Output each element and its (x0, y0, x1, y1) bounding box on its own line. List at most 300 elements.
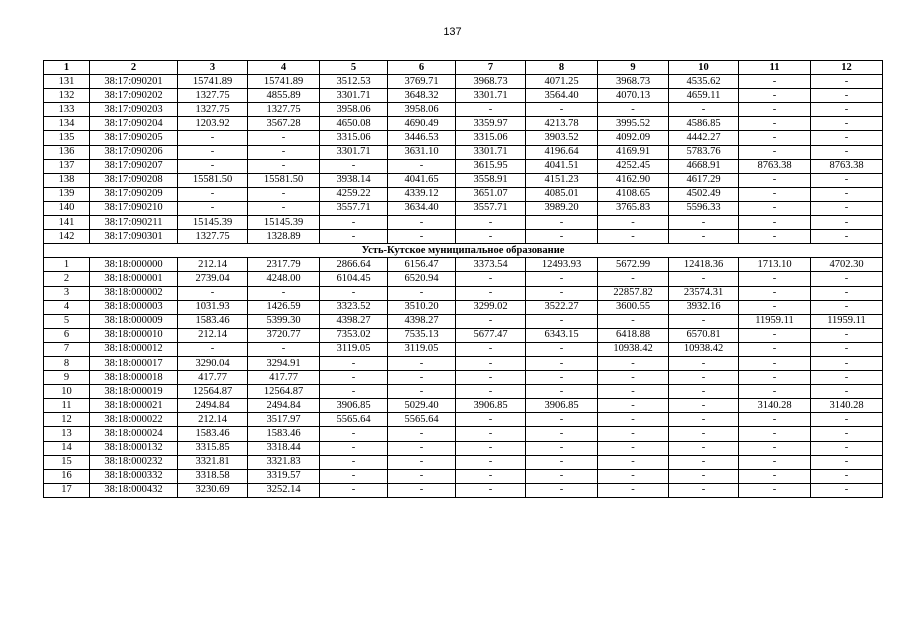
table-cell: - (320, 159, 388, 173)
table-cell: 3359.97 (456, 117, 526, 131)
table-cell: 38:17:090209 (90, 187, 178, 201)
table-cell: 4092.09 (598, 131, 669, 145)
table-cell: - (811, 145, 883, 159)
table-cell: 3140.28 (811, 399, 883, 413)
table-row (44, 427, 883, 441)
table-cell: 134 (44, 117, 90, 131)
table-cell: 4617.29 (669, 173, 739, 187)
table-cell: - (526, 314, 598, 328)
table-cell: 38:18:000017 (90, 356, 178, 370)
table-cell: - (456, 455, 526, 469)
table-cell: 3 (44, 286, 90, 300)
table-cell: 13 (44, 427, 90, 441)
table-row (44, 328, 883, 342)
table-cell: 3567.28 (248, 117, 320, 131)
table-cell: 3321.83 (248, 455, 320, 469)
table-cell: - (669, 216, 739, 230)
table-cell: - (526, 103, 598, 117)
table-cell: - (811, 89, 883, 103)
table-cell: 3140.28 (739, 399, 811, 413)
table-cell: 38:18:000024 (90, 427, 178, 441)
table-cell: 3510.20 (388, 300, 456, 314)
table-cell: 38:18:000003 (90, 300, 178, 314)
table-cell: 38:18:000010 (90, 328, 178, 342)
section-row (44, 244, 883, 258)
table-cell: 8 (44, 356, 90, 370)
table-row (44, 131, 883, 145)
table-cell: 3512.53 (320, 75, 388, 89)
table-cell: 11959.11 (739, 314, 811, 328)
table-cell: 3321.81 (178, 455, 248, 469)
table-cell: 3631.10 (388, 145, 456, 159)
table-cell: 3634.40 (388, 201, 456, 215)
table-cell: 15145.39 (248, 216, 320, 230)
table-cell: 38:18:000000 (90, 258, 178, 272)
table-cell: - (739, 187, 811, 201)
table-cell: 5783.76 (669, 145, 739, 159)
table-row (44, 103, 883, 117)
table-cell: - (739, 356, 811, 370)
table-cell: 1327.75 (178, 230, 248, 244)
table-cell: 1426.59 (248, 300, 320, 314)
table-cell: - (178, 286, 248, 300)
table-cell: - (320, 469, 388, 483)
table-cell: 3769.71 (388, 75, 456, 89)
table-cell: 3119.05 (320, 342, 388, 356)
table-cell: 14 (44, 441, 90, 455)
table-cell: - (320, 371, 388, 385)
table-cell: - (811, 117, 883, 131)
table-cell: 1203.92 (178, 117, 248, 131)
table-cell: - (811, 469, 883, 483)
table-cell: - (811, 131, 883, 145)
table-cell: 9 (44, 371, 90, 385)
table-cell: - (248, 201, 320, 215)
table-cell: - (739, 145, 811, 159)
table-cell: - (811, 201, 883, 215)
table-row (44, 356, 883, 370)
table-cell: 38:17:090208 (90, 173, 178, 187)
table-cell: - (526, 385, 598, 399)
section-header (44, 244, 883, 258)
table-row (44, 89, 883, 103)
table-cell: 3373.54 (456, 258, 526, 272)
table-cell: 4041.51 (526, 159, 598, 173)
table-row (44, 117, 883, 131)
table-cell: 4085.01 (526, 187, 598, 201)
table-cell: - (811, 328, 883, 342)
table-cell: - (526, 427, 598, 441)
table-cell: 137 (44, 159, 90, 173)
table-cell: - (811, 455, 883, 469)
table-cell: - (388, 483, 456, 497)
table-cell: - (456, 272, 526, 286)
table-cell: - (598, 483, 669, 497)
table-cell: 38:18:000018 (90, 371, 178, 385)
table-cell: 3319.57 (248, 469, 320, 483)
table-cell: - (811, 413, 883, 427)
table-cell: - (669, 427, 739, 441)
table-row (44, 441, 883, 455)
table-cell: 3318.44 (248, 441, 320, 455)
table-cell: 12564.87 (248, 385, 320, 399)
table-cell: - (598, 469, 669, 483)
table-cell: 3318.58 (178, 469, 248, 483)
table-cell: 4071.25 (526, 75, 598, 89)
table-cell: 38:18:000132 (90, 441, 178, 455)
table-cell: 5677.47 (456, 328, 526, 342)
table-row (44, 75, 883, 89)
table-cell: 3446.53 (388, 131, 456, 145)
table-cell: - (739, 342, 811, 356)
table-cell: 5 (44, 314, 90, 328)
table-cell: 2317.79 (248, 258, 320, 272)
table-cell: - (739, 75, 811, 89)
table-cell: 3968.73 (598, 75, 669, 89)
table-cell: - (178, 187, 248, 201)
table-cell: - (739, 300, 811, 314)
table-cell: 6343.15 (526, 328, 598, 342)
table-cell: 212.14 (178, 413, 248, 427)
table-cell: 5029.40 (388, 399, 456, 413)
column-header: 7 (456, 61, 526, 75)
table-cell: 140 (44, 201, 90, 215)
table-cell: - (388, 441, 456, 455)
table-cell: 3906.85 (526, 399, 598, 413)
table-cell: - (669, 483, 739, 497)
column-header: 12 (811, 61, 883, 75)
table-cell: 3989.20 (526, 201, 598, 215)
table-cell: 1327.75 (178, 89, 248, 103)
table-cell: - (739, 230, 811, 244)
table-cell: - (178, 201, 248, 215)
table-cell: 4586.85 (669, 117, 739, 131)
table-cell: - (739, 413, 811, 427)
table-cell: 16 (44, 469, 90, 483)
table-cell: - (811, 441, 883, 455)
table-cell: 3958.06 (320, 103, 388, 117)
table-cell: - (739, 328, 811, 342)
table-cell: - (739, 201, 811, 215)
table-row (44, 201, 883, 215)
table-cell: - (526, 371, 598, 385)
column-header: 10 (669, 61, 739, 75)
table-cell: - (456, 230, 526, 244)
table-cell: - (456, 413, 526, 427)
table-cell: 138 (44, 173, 90, 187)
table-cell: - (388, 216, 456, 230)
table-cell: 38:17:090203 (90, 103, 178, 117)
column-header: 11 (739, 61, 811, 75)
table-cell: 3558.91 (456, 173, 526, 187)
table-cell: 133 (44, 103, 90, 117)
table-cell: - (739, 469, 811, 483)
table-cell: 3315.85 (178, 441, 248, 455)
table-cell: 6418.88 (598, 328, 669, 342)
table-cell: - (456, 342, 526, 356)
table-cell: - (320, 216, 388, 230)
table-cell: 4151.23 (526, 173, 598, 187)
table-cell: 3517.97 (248, 413, 320, 427)
table-cell: 4248.00 (248, 272, 320, 286)
table-cell: 4702.30 (811, 258, 883, 272)
table-cell: - (598, 455, 669, 469)
header-row (44, 61, 883, 75)
table-cell: - (526, 469, 598, 483)
table-cell: 10 (44, 385, 90, 399)
table-row (44, 159, 883, 173)
table-cell: 38:17:090207 (90, 159, 178, 173)
column-header: 3 (178, 61, 248, 75)
table-row (44, 286, 883, 300)
table-row (44, 258, 883, 272)
table-cell: - (739, 441, 811, 455)
table-cell: - (669, 371, 739, 385)
table-cell: 6104.45 (320, 272, 388, 286)
table-cell: - (388, 455, 456, 469)
table-cell: 11 (44, 399, 90, 413)
table-cell: - (811, 216, 883, 230)
table-cell: 139 (44, 187, 90, 201)
table-cell: 1327.75 (248, 103, 320, 117)
table-cell: 17 (44, 483, 90, 497)
table-cell: 3557.71 (320, 201, 388, 215)
table-cell: 3323.52 (320, 300, 388, 314)
table-cell: - (739, 89, 811, 103)
table-cell: 38:17:090204 (90, 117, 178, 131)
table-cell: 15145.39 (178, 216, 248, 230)
column-header: 8 (526, 61, 598, 75)
table-cell: 8763.38 (811, 159, 883, 173)
table-cell: - (669, 413, 739, 427)
table-row (44, 455, 883, 469)
table-cell: 3294.91 (248, 356, 320, 370)
table-row (44, 145, 883, 159)
table-cell: - (598, 441, 669, 455)
table-cell: 6570.81 (669, 328, 739, 342)
table-cell: 38:18:000012 (90, 342, 178, 356)
table-cell: 1328.89 (248, 230, 320, 244)
table-cell: 7353.02 (320, 328, 388, 342)
table-cell: - (320, 441, 388, 455)
table-row (44, 187, 883, 201)
table-row (44, 173, 883, 187)
table-body-lower (44, 258, 883, 498)
table-cell: 38:17:090301 (90, 230, 178, 244)
column-header: 4 (248, 61, 320, 75)
table-cell: - (598, 272, 669, 286)
table-cell: 3615.95 (456, 159, 526, 173)
table-cell: 38:18:000332 (90, 469, 178, 483)
table-cell: 3252.14 (248, 483, 320, 497)
table-cell: - (669, 272, 739, 286)
table-cell: - (320, 230, 388, 244)
table-cell: - (388, 371, 456, 385)
table-cell: 4169.91 (598, 145, 669, 159)
table-cell: 6520.94 (388, 272, 456, 286)
table-cell: 5565.64 (320, 413, 388, 427)
table-cell: 38:18:000001 (90, 272, 178, 286)
table-cell: - (739, 427, 811, 441)
table-cell: 135 (44, 131, 90, 145)
table-cell: 23574.31 (669, 286, 739, 300)
table-cell: 38:17:090210 (90, 201, 178, 215)
table-cell: 7 (44, 342, 90, 356)
table-cell: - (811, 230, 883, 244)
table-cell: 3906.85 (456, 399, 526, 413)
table-cell: 12493.93 (526, 258, 598, 272)
table-cell: 5565.64 (388, 413, 456, 427)
table-cell: 38:18:000019 (90, 385, 178, 399)
table-cell: - (598, 371, 669, 385)
table-cell: 1 (44, 258, 90, 272)
table-cell: - (811, 483, 883, 497)
table-cell: 38:18:000232 (90, 455, 178, 469)
table-cell: - (598, 413, 669, 427)
table-row (44, 216, 883, 230)
table-cell: 12564.87 (178, 385, 248, 399)
table-row (44, 342, 883, 356)
table-cell: 15741.89 (248, 75, 320, 89)
table-cell: 8763.38 (739, 159, 811, 173)
table-cell: 3564.40 (526, 89, 598, 103)
table-cell: 10938.42 (669, 342, 739, 356)
table-cell: - (526, 216, 598, 230)
table-cell: 132 (44, 89, 90, 103)
table-cell: - (669, 103, 739, 117)
table-cell: 38:17:090211 (90, 216, 178, 230)
table-row (44, 385, 883, 399)
table-cell: 212.14 (178, 258, 248, 272)
table-cell: 4442.27 (669, 131, 739, 145)
table-cell: - (456, 216, 526, 230)
table-cell: 2494.84 (248, 399, 320, 413)
table-cell: - (178, 159, 248, 173)
table-body-upper (44, 75, 883, 244)
table-cell: - (248, 286, 320, 300)
table-cell: 417.77 (178, 371, 248, 385)
column-header: 6 (388, 61, 456, 75)
table-cell: 4650.08 (320, 117, 388, 131)
table-cell: - (526, 483, 598, 497)
table-cell: - (388, 286, 456, 300)
table-cell: - (248, 342, 320, 356)
table-cell: - (739, 117, 811, 131)
data-table (43, 60, 883, 498)
table-cell: - (739, 272, 811, 286)
table-cell: - (811, 356, 883, 370)
table-cell: 38:18:000432 (90, 483, 178, 497)
table-cell: - (669, 455, 739, 469)
table-cell: 1713.10 (739, 258, 811, 272)
table-cell: - (811, 272, 883, 286)
table-cell: - (598, 216, 669, 230)
table-cell: - (456, 314, 526, 328)
table-cell: 15741.89 (178, 75, 248, 89)
table-cell: 3230.69 (178, 483, 248, 497)
table-cell: - (739, 216, 811, 230)
table-cell: 131 (44, 75, 90, 89)
column-header: 5 (320, 61, 388, 75)
table-cell: 3765.83 (598, 201, 669, 215)
table-cell: - (598, 356, 669, 370)
table-cell: 2866.64 (320, 258, 388, 272)
table-cell: 22857.82 (598, 286, 669, 300)
table-cell: 3315.06 (320, 131, 388, 145)
table-cell: - (526, 441, 598, 455)
table-cell: 141 (44, 216, 90, 230)
table-cell: 4213.78 (526, 117, 598, 131)
table-cell: - (320, 455, 388, 469)
table-cell: 1583.46 (248, 427, 320, 441)
table-cell: - (248, 131, 320, 145)
table-cell: - (811, 187, 883, 201)
table-cell: 38:18:000021 (90, 399, 178, 413)
table-row (44, 399, 883, 413)
table-cell: 3299.02 (456, 300, 526, 314)
table-cell: 38:18:000002 (90, 286, 178, 300)
table-cell: 1327.75 (178, 103, 248, 117)
table-cell: - (811, 173, 883, 187)
table-cell: 11959.11 (811, 314, 883, 328)
table-cell: 3720.77 (248, 328, 320, 342)
table-cell: - (598, 230, 669, 244)
table-cell: 15581.50 (248, 173, 320, 187)
table-cell: - (388, 159, 456, 173)
page-number: 137 (443, 26, 462, 38)
table-cell: - (388, 469, 456, 483)
table-cell: 38:17:090206 (90, 145, 178, 159)
table-cell: 3301.71 (320, 145, 388, 159)
table-row (44, 483, 883, 497)
table-cell: 5399.30 (248, 314, 320, 328)
table-cell: 4 (44, 300, 90, 314)
table-cell: - (388, 230, 456, 244)
table-cell: 4398.27 (320, 314, 388, 328)
table-cell: - (456, 286, 526, 300)
table-cell: 3301.71 (456, 145, 526, 159)
table-cell: - (526, 455, 598, 469)
table-cell: 3315.06 (456, 131, 526, 145)
table-cell: - (320, 427, 388, 441)
table-cell: 3119.05 (388, 342, 456, 356)
table-cell: - (811, 300, 883, 314)
table-cell: - (456, 385, 526, 399)
table-cell: 1583.46 (178, 427, 248, 441)
table-cell: - (739, 286, 811, 300)
table-cell: 38:18:000009 (90, 314, 178, 328)
table-cell: 5596.33 (669, 201, 739, 215)
table-cell: - (669, 356, 739, 370)
table-cell: 4070.13 (598, 89, 669, 103)
table-cell: 3301.71 (320, 89, 388, 103)
table-cell: - (456, 441, 526, 455)
table-cell: 4535.62 (669, 75, 739, 89)
table-cell: - (320, 356, 388, 370)
table-cell: 1583.46 (178, 314, 248, 328)
table-cell: - (526, 413, 598, 427)
table-cell: 3958.06 (388, 103, 456, 117)
table-cell: - (388, 356, 456, 370)
table-cell: 12 (44, 413, 90, 427)
table-cell: 3903.52 (526, 131, 598, 145)
table-cell: - (178, 145, 248, 159)
table-row (44, 413, 883, 427)
table-cell: 12418.36 (669, 258, 739, 272)
table-cell: - (598, 399, 669, 413)
table-cell: 5672.99 (598, 258, 669, 272)
table-cell: - (178, 131, 248, 145)
